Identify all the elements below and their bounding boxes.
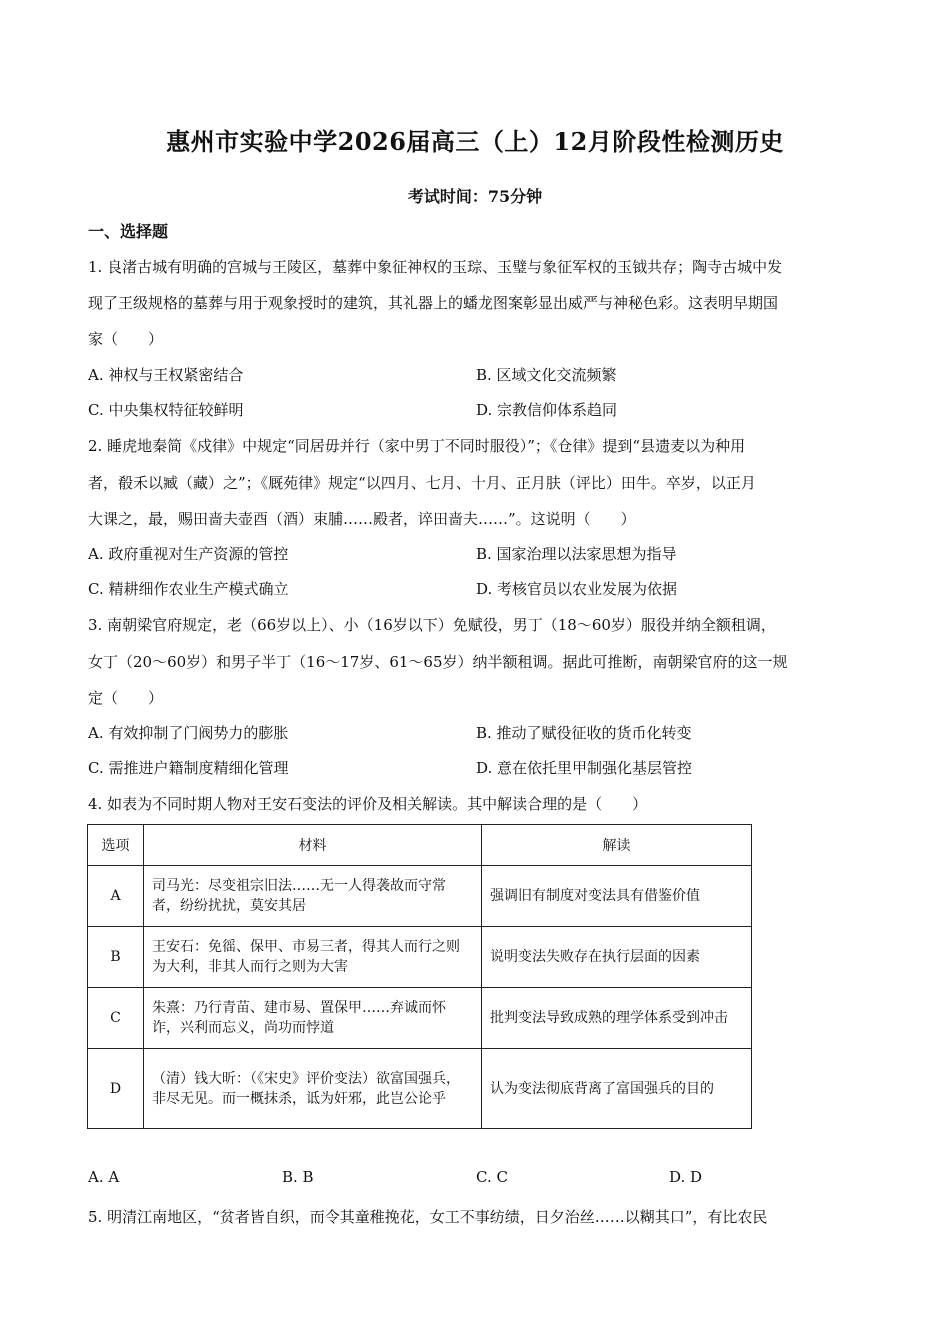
q5-stem-line: 5. 明清江南地区，“贫者皆自织，而令其童稚挽花，女工不事纺绩，日夕治丝……以糊其口”，有比农民 xyxy=(88,1208,768,1226)
row-option: D xyxy=(88,1049,144,1129)
header-material: 材料 xyxy=(144,825,482,866)
q2-stem-line: 2. 睡虎地秦简《戍律》中规定“同居毋并行（家中男丁不同时服役）”；《仓律》提到“县遗麦以为种用 xyxy=(88,437,746,455)
q2-stem-line: 者，殽禾以臧（藏）之”；《厩苑律》规定“以四月、七月、十月、正月肤（评比）田牛。卒岁，以正月 xyxy=(88,474,756,492)
page-title: 惠州市实验中学2026届高三（上）12月阶段性检测历史 xyxy=(166,127,784,156)
q3-stem-line: 3. 南朝梁官府规定，老（66岁以上）、小（16岁以下）免赋役，男丁（18～60岁）服役并纳全额租调， xyxy=(88,616,776,634)
row-material: 朱熹：乃行青苗、建市易、置保甲……弃诚而怀诈，兴利而忘义，尚功而悖道 xyxy=(144,988,482,1049)
q3-option-b[interactable]: B. 推动了赋役征收的货币化转变 xyxy=(476,724,692,742)
q4-stem-line: 4. 如表为不同时期人物对王安石变法的评价及相关解读。其中解读合理的是（ ） xyxy=(88,795,648,813)
q1-option-b[interactable]: B. 区域文化交流频繁 xyxy=(476,366,617,384)
row-option: C xyxy=(88,988,144,1049)
q2-option-a[interactable]: A. 政府重视对生产资源的管控 xyxy=(88,545,289,563)
q3-stem-line: 女丁（20～60岁）和男子半丁（16～17岁、61～65岁）纳半额租调。据此可推断，南朝梁官府的这一规 xyxy=(88,653,788,671)
q4-option-a[interactable]: A. A xyxy=(88,1168,120,1186)
q2-stem-line: 大课之，最，赐田啬夫壶酉（酒）束脯……殿者，谇田啬夫……”。这说明（ ） xyxy=(88,510,636,528)
row-reading: 说明变法失败存在执行层面的因素 xyxy=(482,927,752,988)
row-material: 司马光：尽变祖宗旧法……无一人得袭故而守常者，纷纷扰扰，莫安其居 xyxy=(144,866,482,927)
table-row xyxy=(88,866,752,927)
q3-stem-line: 定（ ） xyxy=(88,689,164,707)
q1-stem-line: 家（ ） xyxy=(88,330,164,348)
table-row xyxy=(88,1049,752,1129)
section-heading: 一、选择题 xyxy=(88,222,169,241)
q4-option-d[interactable]: D. D xyxy=(669,1168,703,1186)
table-row xyxy=(88,988,752,1049)
q2-option-b[interactable]: B. 国家治理以法家思想为指导 xyxy=(476,545,677,563)
q3-option-d[interactable]: D. 意在依托里甲制强化基层管控 xyxy=(476,759,693,777)
q1-option-a[interactable]: A. 神权与王权紧密结合 xyxy=(88,366,244,384)
row-option: A xyxy=(88,866,144,927)
q1-stem-line: 1. 良渚古城有明确的宫城与王陵区，墓葬中象征神权的玉琮、玉璧与象征军权的玉钺共存；陶寺古城中发 xyxy=(88,258,783,276)
q2-option-d[interactable]: D. 考核官员以农业发展为依据 xyxy=(476,580,678,598)
row-reading: 强调旧有制度对变法具有借鉴价值 xyxy=(482,866,752,927)
q4-option-b[interactable]: B. B xyxy=(282,1168,314,1186)
row-option: B xyxy=(88,927,144,988)
q4-option-c[interactable]: C. C xyxy=(476,1168,508,1186)
q1-option-d[interactable]: D. 宗教信仰体系趋同 xyxy=(476,401,618,419)
row-reading: 认为变法彻底背离了富国强兵的目的 xyxy=(482,1049,752,1129)
row-reading: 批判变法导致成熟的理学体系受到冲击 xyxy=(482,988,752,1049)
q1-option-c[interactable]: C. 中央集权特征较鲜明 xyxy=(88,401,244,419)
exam-time: 考试时间：75分钟 xyxy=(407,187,543,206)
header-option: 选项 xyxy=(88,825,144,866)
q3-option-c[interactable]: C. 需推进户籍制度精细化管理 xyxy=(88,759,289,777)
table-header-row xyxy=(88,825,752,866)
q4-table xyxy=(87,824,752,1129)
header-reading: 解读 xyxy=(482,825,752,866)
q2-option-c[interactable]: C. 精耕细作农业生产模式确立 xyxy=(88,580,289,598)
q1-stem-line: 现了王级规格的墓葬与用于观象授时的建筑，其礼器上的蟠龙图案彰显出威严与神秘色彩。这表明早期国 xyxy=(88,294,779,312)
q3-option-a[interactable]: A. 有效抑制了门阀势力的膨胀 xyxy=(88,724,289,742)
row-material: 王安石：免徭、保甲、市易三者，得其人而行之则为大利，非其人而行之则为大害 xyxy=(144,927,482,988)
row-material: （清）钱大昕：（《宋史》评价变法）欲富国强兵，非尽无见。而一概抹杀，诋为奸邪，此岂公论乎 xyxy=(144,1049,482,1129)
table-row xyxy=(88,927,752,988)
